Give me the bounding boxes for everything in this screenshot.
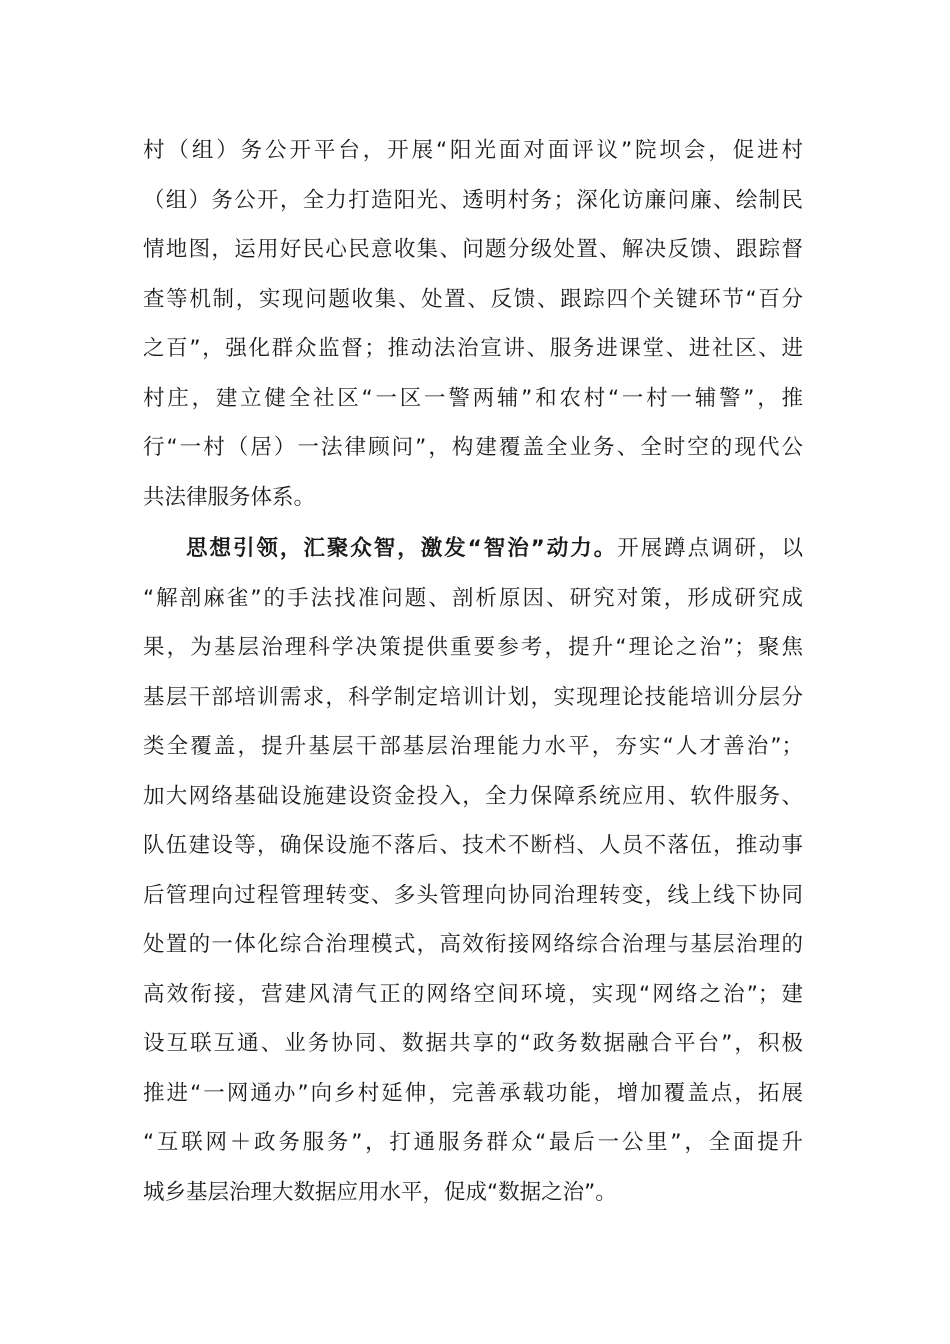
paragraph-line: 行“一村（居）一法律顾问”，构建覆盖全业务、全时空的现代公 [143,435,803,460]
paragraph-line-rest: 开展蹲点调研，以 [617,536,803,561]
paragraph-line: 推进“一网通办”向乡村延伸，完善承载功能，增加覆盖点，拓展 [143,1080,803,1106]
paragraph-line: 加大网络基础设施建设资金投入，全力保障系统应用、软件服务、 [143,783,803,809]
paragraph-line: 类全覆盖，提升基层干部基层治理能力水平，夯实“人才善治”； [143,734,803,759]
paragraph-2 [143,524,803,1217]
paragraph-line: 高效衔接，营建风清气正的网络空间环境，实现“网络之治”；建 [143,981,803,1007]
paragraph-line: “解剖麻雀”的手法找准问题、剖析原因、研究对策，形成研究成 [143,585,803,611]
paragraph-line: 队伍建设等，确保设施不落后、技术不断档、人员不落伍，推动事 [143,833,803,858]
paragraph-line: 情地图，运用好民心民意收集、问题分级处置、解决反馈、跟踪督 [143,237,803,262]
paragraph-first-line [143,524,803,574]
paragraph-line: 后管理向过程管理转变、多头管理向协同治理转变，线上线下协同 [143,882,803,908]
paragraph-line: 果，为基层治理科学决策提供重要参考，提升“理论之治”；聚焦 [143,635,803,660]
paragraph-line: 村庄，建立健全社区“一区一警两辅”和农村“一村一辅警”，推 [143,385,803,411]
paragraph-line: 处置的一体化综合治理模式，高效衔接网络综合治理与基层治理的 [143,932,803,957]
paragraph-line: 村（组）务公开平台，开展“阳光面对面评议”院坝会，促进村 [143,138,803,163]
paragraph-line: 设互联互通、业务协同、数据共享的“政务数据融合平台”，积极 [143,1031,803,1056]
paragraph-line: “互联网＋政务服务”，打通服务群众“最后一公里”，全面提升 [143,1130,803,1155]
paragraph-line: （组）务公开，全力打造阳光、透明村务；深化访廉问廉、绘制民 [143,187,803,213]
paragraph-line: 基层干部培训需求，科学制定培训计划，实现理论技能培训分层分 [143,684,803,710]
paragraph-heading: 思想引领，汇聚众智，激发“智治”动力。 [186,536,618,561]
paragraph-line: 共法律服务体系。 [143,484,316,510]
paragraph-1 [143,126,803,522]
paragraph-line: 查等机制，实现问题收集、处置、反馈、跟踪四个关键环节“百分 [143,286,803,312]
paragraph-line: 之百”，强化群众监督；推动法治宣讲、服务进课堂、进社区、进 [143,336,803,361]
paragraph-line: 城乡基层治理大数据应用水平，促成“数据之治”。 [143,1179,617,1205]
